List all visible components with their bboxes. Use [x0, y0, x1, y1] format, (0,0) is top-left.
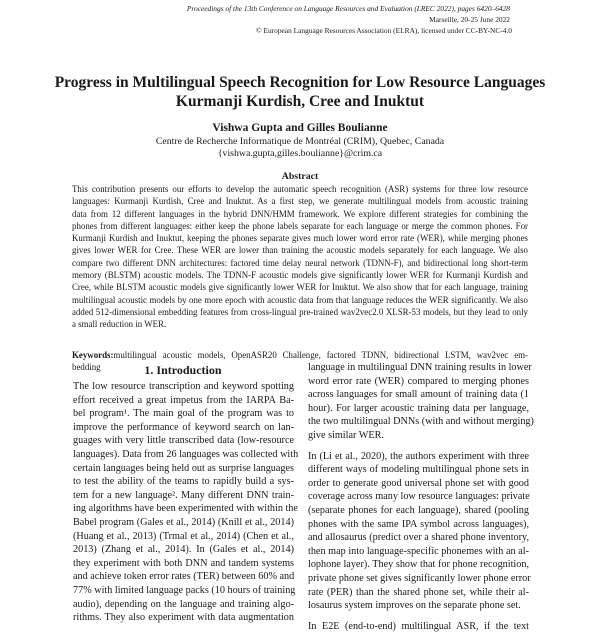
- author-block: [0, 122, 600, 161]
- title-line: Progress in Multilingual Speech Recognition for Low Resource Languages: [54, 74, 546, 91]
- text-line: languages). Data from 26 languages was collected with: [73, 448, 299, 460]
- text-line: phones from different languages: either keep the phone labels separate for each language or merge the common phones. For: [72, 220, 528, 231]
- text-line: across languages for small amount of training data (1: [308, 389, 529, 401]
- keywords-label: Keywords:: [72, 350, 114, 360]
- text-line: effort received a great impetus from the IARPA Ba-: [73, 394, 294, 406]
- text-line: 77% with limited language packs (10 hours of training: [73, 584, 296, 596]
- text-line: added 512-dimensional embedding features from cross-lingual pre-trained wav2vec2.0 XLSR-53 models, but they lead to only: [72, 306, 528, 317]
- text-line: coverage across many low resource languages: private: [308, 491, 530, 503]
- text-line: data from 12 different languages in the hybrid DNN/HMM framework. We explore different strategies for combining the: [72, 208, 528, 219]
- text-line: languages: Kurmanji Kurdish, Cree and Inuktut. As a first step, we generate multilingual models from acoustic training: [72, 196, 528, 207]
- text-line: they experiment with both DNN and tandem systems: [73, 557, 294, 569]
- text-line: (Huang et al., 2013) (Trmal et al., 2014) (Chen et al.,: [73, 530, 294, 542]
- text-line: This contribution presents our efforts to develop the automatic speech recognition (ASR) systems for three low resource: [72, 184, 528, 194]
- paragraph: [308, 620, 529, 633]
- text-line: a small reduction in WER.: [72, 319, 167, 330]
- text-line: bel program¹. The main goal of the program was to: [73, 408, 294, 420]
- keywords-text: multilingual acoustic models, OpenASR20 Challenge, factored TDNN, bidirectional LSTM, wav2vec em-: [113, 350, 528, 360]
- text-line: In (Li et al., 2020), the authors experiment with three: [308, 450, 529, 462]
- text-line: In E2E (end-to-end) multilingual ASR, if the text: [308, 620, 529, 632]
- text-line: to test the ability of the teams to rapidly build a sys-: [73, 476, 294, 488]
- text-line: improve the performance of keyword search on lan-: [73, 421, 294, 433]
- left-column-text: [73, 380, 299, 625]
- proceedings-header: [187, 3, 510, 36]
- right-column-text: [308, 361, 534, 633]
- text-line: audio), depending on the language and training algo-: [73, 598, 294, 610]
- text-line: 2013) (Zhang et al., 2014). In (Gales et al., 2014): [73, 544, 294, 556]
- abstract-body: [72, 183, 528, 331]
- text-line: private phone set gives significantly lower phone error: [308, 572, 531, 584]
- text-line: the two multilingual DNNs (with and without merging): [308, 416, 534, 428]
- text-line: and allosaurus (predict over a shared phone inventory,: [308, 532, 529, 544]
- abstract-heading: Abstract: [281, 171, 319, 182]
- paragraph: [308, 450, 529, 613]
- text-line: ing algorithms have been experimented with within the: [73, 503, 298, 515]
- paper-title: [0, 73, 600, 111]
- text-line: rithms. They also experiment with data augmentation: [73, 612, 294, 624]
- section-heading-introduction: 1. Introduction: [144, 363, 222, 377]
- text-line: tem for a new language². Many different DNN train-: [73, 489, 294, 501]
- text-line: multilingual acoustic models by one more epoch with acoustic data from that language reduces the WER significantly. We also: [72, 294, 528, 305]
- affiliation: Centre de Recherche Informatique de Montréal (CRIM), Quebec, Canada: [155, 135, 445, 147]
- text-line: Babel program (Gales et al., 2014) (Knill et al., 2014): [73, 516, 294, 528]
- keywords-text-cont: bedding: [72, 362, 101, 373]
- text-line: The low resource transcription and keyword spotting: [73, 381, 294, 392]
- text-line: guages with very little transcribed data (low-resource: [73, 435, 294, 447]
- text-line: Cree, while BLSTM acoustic models give significantly lower WER for Inuktut. We also show that for each language, training: [72, 282, 528, 293]
- subtitle-line: Kurmanji Kurdish, Cree and Inuktut: [175, 93, 425, 110]
- text-line: and achieve token error rates (TER) between 60% and: [73, 571, 295, 583]
- text-line: compare two different DNN architectures: factored time delay neural network (TDNN-F), and bidirectional long short-term: [72, 257, 528, 268]
- text-line: then map into language-specific phonemes with an al-: [308, 545, 529, 557]
- author-email: {vishwa.gupta,gilles.boulianne}@crim.ca: [217, 148, 383, 159]
- text-line: word error rate (WER) compared to merging phones: [308, 375, 529, 387]
- text-line: losaurus system improves on the separate phone set.: [308, 600, 521, 612]
- text-line: rate (PER) than the shared phone set, while their al-: [308, 586, 529, 598]
- text-line: order to generate good universal phone set with good: [308, 477, 529, 489]
- text-line: lophone layer). They show that for phone recognition,: [308, 559, 529, 571]
- text-line: (separate phones for each language), shared (pooling: [308, 504, 529, 516]
- paragraph: [308, 361, 534, 443]
- text-line: different ways of modeling multilingual phone sets in: [308, 464, 529, 476]
- conference-location-date: Marseille, 20-25 June 2022: [429, 15, 510, 24]
- proceedings-citation: Proceedings of the 13th Conference on Language Resources and Evaluation (LREC 2022), pages 6420–6428: [186, 4, 510, 13]
- author-names: Vishwa Gupta and Gilles Boulianne: [212, 122, 388, 134]
- text-line: certain languages being held out as surprise languages: [73, 462, 294, 474]
- text-line: gives lower WER for Cree. These WER are lower than training the acoustic models separately for each language. We also: [72, 245, 528, 256]
- copyright-license: © European Language Resources Association (ELRA), licensed under CC-BY-NC-4.0: [255, 26, 512, 35]
- text-line: give similar WER.: [308, 429, 384, 441]
- text-line: Kurmanji Kurdish and Inuktut, keeping the phones separate gives much lower word error rate (WER), while merging phones: [72, 233, 528, 244]
- text-line: language in multilingual DNN training results in lower: [308, 362, 532, 373]
- text-line: hour). For larger acoustic training data per language,: [308, 402, 529, 414]
- text-line: phones with the same IPA symbol across languages),: [308, 518, 529, 530]
- text-line: memory (BLSTM) acoustic models. The TDNN-F acoustic models give significantly lower WER for Kurmanji Kurdish and: [72, 270, 528, 281]
